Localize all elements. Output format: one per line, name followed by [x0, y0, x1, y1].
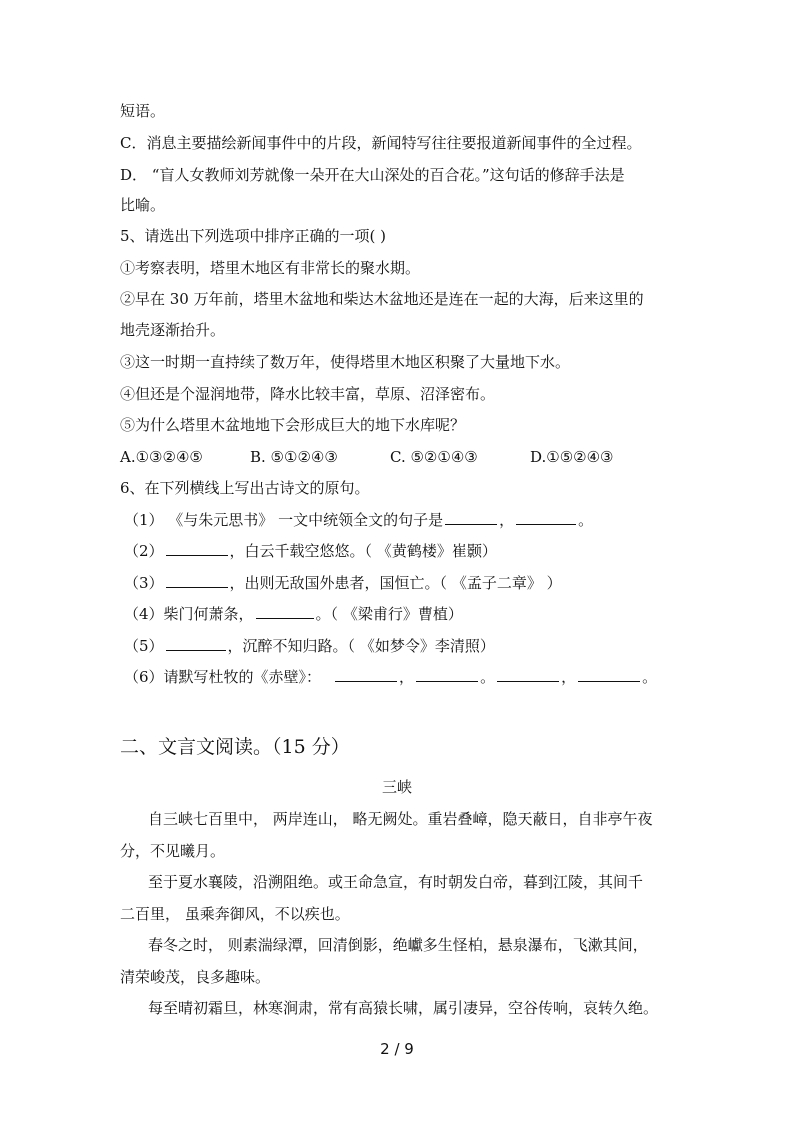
page-number: 2 / 9: [380, 1040, 414, 1058]
answer-blank[interactable]: [166, 541, 228, 556]
answer-blank[interactable]: [166, 573, 228, 588]
q6-item-4: [124, 604, 684, 624]
q6-item-2: [124, 541, 684, 561]
q6-item-5-number: （5）: [124, 637, 164, 655]
q5-sentence-1: ①考察表明，塔里木地区有非常长的聚水期。: [120, 259, 421, 277]
q6-item-6: [124, 667, 684, 687]
q6-item-6-separator: ，: [561, 668, 577, 686]
q5-sentence-2a: ②早在 30 万年前，塔里木盆地和柴达木盆地还是连在一起的大海，后来这里的: [120, 290, 644, 308]
passage-title: 三峡: [381, 778, 412, 796]
q4-option-d-line2: 比喻。: [120, 196, 166, 214]
answer-blank[interactable]: [166, 636, 226, 651]
passage-line: 每至晴初霜旦，林寒涧肃，常有高猿长啸，属引凄异，空谷传响，哀转久绝。: [148, 999, 659, 1017]
q6-item-2-text: ，白云千载空悠悠。（ 《黄鹤楼》崔颢）: [229, 542, 497, 560]
q6-item-4-prompt: （4）柴门何萧条，: [124, 605, 254, 623]
answer-blank[interactable]: [335, 667, 397, 682]
q5-option-d: D.①⑤②④③: [530, 448, 614, 466]
q6-item-5-text: ，沉醉不知归路。（ 《如梦令》李清照）: [227, 637, 495, 655]
passage-line: 自三峡七百里中， 两岸连山， 略无阙处。重岩叠嶂，隐天蔽日，自非亭午夜: [148, 810, 653, 828]
q6-item-1-prompt: （1） 《与朱元思书》 一文中统领全文的句子是: [124, 511, 444, 529]
passage-line: 二百里， 虽乘奔御风，不以疾也。: [120, 905, 350, 923]
q6-item-3-number: （3）: [124, 574, 164, 592]
q5-option-b: B. ⑤①②④③: [250, 448, 338, 466]
q6-item-6-end: 。: [642, 668, 658, 686]
q6-item-6-separator: 。: [480, 668, 496, 686]
q5-option-c: C. ⑤②①④③: [390, 448, 478, 466]
passage-line: 春冬之时， 则素湍绿潭，回清倒影，绝巘多生怪柏，悬泉瀑布，飞漱其间，: [148, 936, 648, 954]
answer-blank[interactable]: [416, 667, 478, 682]
q6-item-6-separator: ，: [399, 668, 415, 686]
q6-item-3: [124, 573, 684, 593]
q6-item-1: [124, 510, 684, 530]
q5-option-a: A.①③②④⑤: [120, 448, 203, 466]
q5-options: [120, 447, 680, 467]
q4-option-c: C．消息主要描绘新闻事件中的片段，新闻特写往往要报道新闻事件的全过程。: [120, 134, 642, 152]
answer-blank[interactable]: [256, 604, 314, 619]
answer-blank[interactable]: [445, 510, 497, 525]
q4-line-tail: 短语。: [120, 102, 166, 120]
answer-blank[interactable]: [578, 667, 640, 682]
q6-item-4-text: 。（ 《梁甫行》曹植）: [315, 605, 463, 623]
answer-blank[interactable]: [497, 667, 559, 682]
passage-line: 分，不见曦月。: [120, 842, 226, 860]
q5-sentence-3: ③这一时期一直持续了数万年，使得塔里木地区积聚了大量地下水。: [120, 353, 571, 371]
q4-option-d-line1: D． “盲人女教师刘芳就像一朵开在大山深处的百合花。”这句话的修辞手法是: [120, 166, 625, 184]
q6-stem: 6、在下列横线上写出古诗文的原句。: [120, 479, 370, 497]
q5-sentence-2b: 地壳逐渐抬升。: [120, 321, 226, 339]
q6-item-5: [124, 636, 684, 656]
q6-item-6-prompt: （6）请默写杜牧的《赤壁》：: [124, 668, 322, 686]
q5-sentence-4: ④但还是个湿润地带，降水比较丰富，草原、沼泽密布。: [120, 385, 496, 403]
passage-line: 清荣峻茂，良多趣味。: [120, 968, 271, 986]
q5-sentence-5: ⑤为什么塔里木盆地地下会形成巨大的地下水库呢？: [120, 416, 466, 434]
answer-blank[interactable]: [516, 510, 576, 525]
q6-item-2-number: （2）: [124, 542, 164, 560]
q6-item-1-end: 。: [578, 511, 594, 529]
section-heading: 二、文言文阅读。（15 分）: [120, 736, 350, 758]
passage-line: 至于夏水襄陵，沿溯阻绝。或王命急宣，有时朝发白帝，暮到江陵，其间千: [148, 873, 644, 891]
q6-item-1-separator: ，: [499, 511, 515, 529]
q6-item-3-text: ，出则无敌国外患者，国恒亡。（ 《孟子二章》 ）: [229, 574, 562, 592]
q5-stem: 5、请选出下列选项中排序正确的一项( ): [120, 227, 387, 245]
